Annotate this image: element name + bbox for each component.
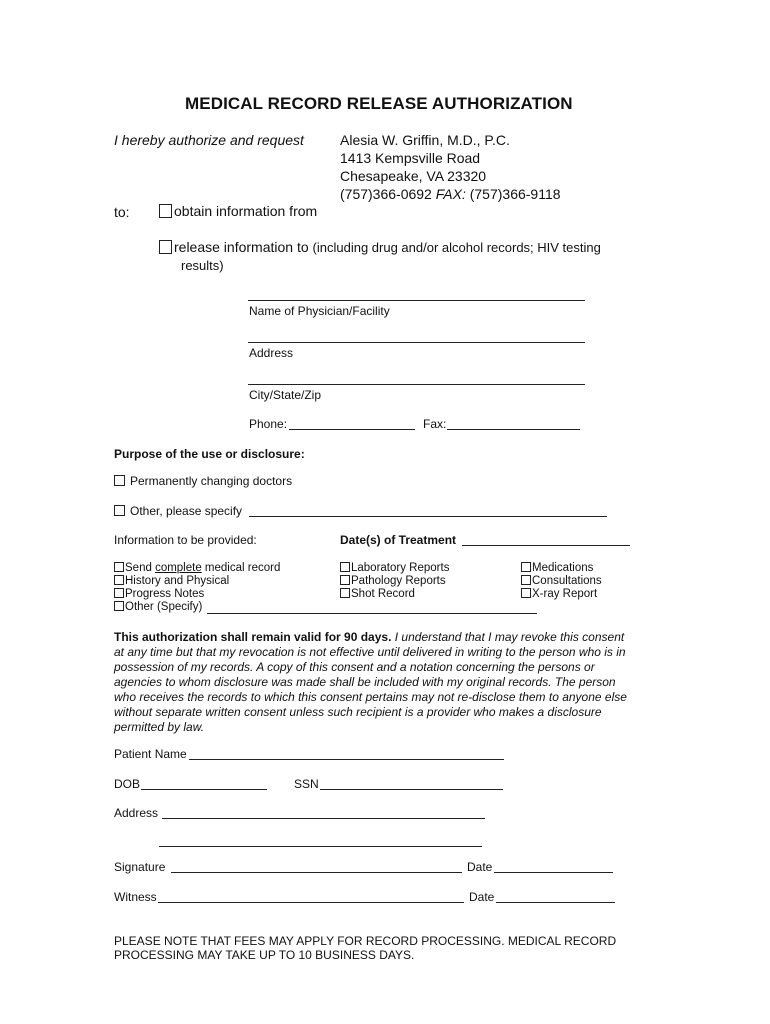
release-option[interactable] xyxy=(159,239,601,255)
info-checkbox[interactable] xyxy=(114,588,124,598)
info-history-label: History and Physical xyxy=(125,575,230,587)
info-label: Information to be provided: xyxy=(114,533,257,547)
purpose-option-2-label: Other, please specify xyxy=(130,504,243,518)
provider-phone-fax xyxy=(340,186,561,202)
info-send-complete[interactable] xyxy=(114,562,280,574)
info-xray-label: X-ray Report xyxy=(532,588,598,600)
dob-field[interactable] xyxy=(141,789,267,790)
recipient-fax-label: Fax: xyxy=(423,417,447,431)
validity-line-2: at any time but that my revocation is not effective until delivered in writing to the person who is in xyxy=(114,645,626,659)
info-progress[interactable] xyxy=(114,588,204,600)
info-shot-label: Shot Record xyxy=(351,588,415,600)
info-checkbox[interactable] xyxy=(340,588,350,598)
recipient-city-line[interactable] xyxy=(248,384,585,385)
validity-paragraph xyxy=(114,630,654,735)
validity-line-7: permitted by law. xyxy=(114,720,205,734)
info-checkbox[interactable] xyxy=(114,562,124,572)
witness-date-label: Date xyxy=(469,890,495,904)
info-lab-label: Laboratory Reports xyxy=(351,562,450,574)
obtain-label: obtain information from xyxy=(174,203,318,219)
recipient-city-label: City/State/Zip xyxy=(249,388,322,402)
to-label: to: xyxy=(114,204,130,220)
patient-name-field[interactable] xyxy=(189,759,504,760)
patient-address-field-1[interactable] xyxy=(162,818,485,819)
provider-city: Chesapeake, VA 23320 xyxy=(340,168,487,184)
provider-street: 1413 Kempsville Road xyxy=(340,150,481,166)
authorize-text: I hereby authorize and request xyxy=(114,132,304,148)
info-lab[interactable] xyxy=(340,562,449,574)
info-checkbox[interactable] xyxy=(521,575,531,585)
info-xray[interactable] xyxy=(521,588,597,600)
fees-notice-line-2: PROCESSING MAY TAKE UP TO 10 BUSINESS DAYS. xyxy=(114,948,415,962)
witness-field[interactable] xyxy=(158,902,464,903)
signature-date-field[interactable] xyxy=(494,872,613,873)
validity-line-4: agencies to whom disclosure was made shall be included with my original records. The person xyxy=(114,675,616,689)
recipient-name-label: Name of Physician/Facility xyxy=(249,304,390,318)
info-checkbox[interactable] xyxy=(114,575,124,585)
recipient-phone-label: Phone: xyxy=(249,417,288,431)
info-other-label: Other (Specify) xyxy=(125,601,203,613)
witness-date-field[interactable] xyxy=(496,902,615,903)
info-pathology[interactable] xyxy=(340,575,446,587)
info-history[interactable] xyxy=(114,575,229,587)
provider-phone: (757)366-0692 xyxy=(340,186,432,202)
info-medications[interactable] xyxy=(521,562,593,574)
provider-name: Alesia W. Griffin, M.D., P.C. xyxy=(340,132,510,148)
purpose-option-1-label: Permanently changing doctors xyxy=(130,474,293,488)
recipient-address-label: Address xyxy=(249,346,294,360)
dob-label: DOB xyxy=(114,777,141,791)
witness-label: Witness xyxy=(114,890,157,904)
purpose-option-2[interactable] xyxy=(114,504,242,518)
patient-address-label: Address xyxy=(114,806,159,820)
validity-line-5: who receives the records to which this consent pertains may not re-disclose them to anyone else xyxy=(114,690,627,704)
purpose-specify-field[interactable] xyxy=(249,516,607,517)
release-note-cont: results) xyxy=(181,258,224,273)
page-title: MEDICAL RECORD RELEASE AUTHORIZATION xyxy=(185,94,573,113)
patient-address-field-2[interactable] xyxy=(159,846,482,847)
purpose-option-1[interactable] xyxy=(114,474,292,488)
info-shot[interactable] xyxy=(340,588,415,600)
release-label: release information to xyxy=(174,239,309,255)
info-medications-label: Medications xyxy=(532,562,594,574)
signature-date-label: Date xyxy=(467,860,493,874)
info-send-prefix: Send xyxy=(125,562,156,574)
signature-label: Signature xyxy=(114,860,166,874)
ssn-label: SSN xyxy=(294,777,319,791)
validity-bold: This authorization shall remain valid for 90 days. xyxy=(114,630,392,644)
patient-name-label: Patient Name xyxy=(114,747,187,761)
info-consultations[interactable] xyxy=(521,575,602,587)
obtain-checkbox[interactable] xyxy=(159,204,172,218)
provider-fax: (757)366-9118 xyxy=(469,186,561,202)
provider-fax-label: FAX: xyxy=(435,186,466,202)
release-checkbox[interactable] xyxy=(159,240,172,254)
info-other-field[interactable] xyxy=(207,613,537,614)
info-progress-label: Progress Notes xyxy=(125,588,205,600)
dates-label: Date(s) of Treatment xyxy=(340,533,457,547)
info-checkbox[interactable] xyxy=(521,562,531,572)
info-consultations-label: Consultations xyxy=(532,575,602,587)
info-send-underlined: complete xyxy=(155,562,202,574)
purpose-checkbox-2[interactable] xyxy=(114,505,125,516)
info-other[interactable] xyxy=(114,601,202,613)
validity-line-1: I understand that I may revoke this consent xyxy=(394,630,625,644)
recipient-phone-field[interactable] xyxy=(289,429,415,430)
info-checkbox[interactable] xyxy=(114,601,124,611)
info-pathology-label: Pathology Reports xyxy=(351,575,446,587)
signature-field[interactable] xyxy=(171,872,462,873)
validity-line-6: without separate written consent unless such recipient is a provider who makes a disclosure xyxy=(114,705,602,719)
purpose-heading: Purpose of the use or disclosure: xyxy=(114,447,305,461)
recipient-name-line[interactable] xyxy=(248,300,585,301)
recipient-fax-field[interactable] xyxy=(447,429,580,430)
obtain-option[interactable] xyxy=(159,203,317,219)
info-checkbox[interactable] xyxy=(340,562,350,572)
ssn-field[interactable] xyxy=(320,789,503,790)
recipient-address-line[interactable] xyxy=(248,342,585,343)
info-send-suffix: medical record xyxy=(201,562,281,574)
info-checkbox[interactable] xyxy=(521,588,531,598)
release-note: (including drug and/or alcohol records; HIV testing xyxy=(312,240,601,255)
info-checkbox[interactable] xyxy=(340,575,350,585)
dates-field[interactable] xyxy=(462,545,630,546)
validity-line-3: possession of my records. A copy of this consent and a notation concerning the persons or xyxy=(114,660,595,674)
fees-notice-line-1: PLEASE NOTE THAT FEES MAY APPLY FOR RECORD PROCESSING. MEDICAL RECORD xyxy=(114,934,617,948)
purpose-checkbox-1[interactable] xyxy=(114,475,125,486)
